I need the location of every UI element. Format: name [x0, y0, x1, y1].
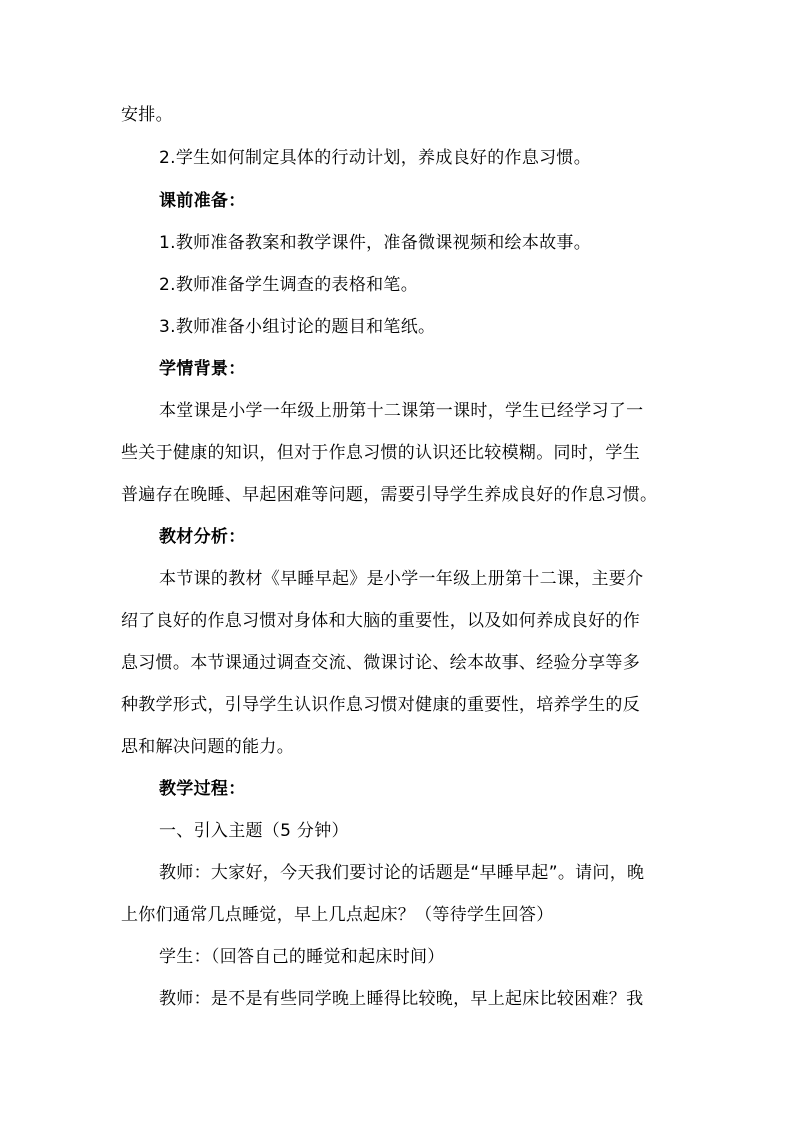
text-line: 教师：是不是有些同学晚上睡得比较晚，早上起床比较困难？我	[159, 989, 644, 1009]
text-line: 学生：（回答自己的睡觉和起床时间）	[159, 947, 445, 967]
section-heading: 教材分析：	[159, 527, 246, 547]
text-line: 本节课的教材《早睡早起》是小学一年级上册第十二课，主要介	[159, 569, 644, 589]
section-heading: 教学过程：	[159, 779, 246, 799]
text-line: 普遍存在晚睡、早起困难等问题，需要引导学生养成良好的作息习惯。	[121, 485, 658, 505]
text-line: 2.学生如何制定具体的行动计划，养成良好的作息习惯。	[159, 148, 592, 168]
text-line: 1.教师准备教案和教学课件，准备微课视频和绘本故事。	[159, 233, 592, 253]
text-line: 绍了良好的作息习惯对身体和大脑的重要性，以及如何养成良好的作	[121, 611, 640, 631]
text-line: 种教学形式，引导学生认识作息习惯对健康的重要性，培养学生的反	[121, 695, 640, 715]
text-line: 息习惯。本节课通过调查交流、微课讨论、绘本故事、经验分享等多	[121, 653, 640, 673]
text-line: 安排。	[121, 105, 173, 125]
text-line: 3.教师准备小组讨论的题目和笔纸。	[159, 317, 436, 337]
section-heading: 学情背景：	[159, 359, 246, 379]
text-line: 一、引入主题（5 分钟）	[159, 821, 349, 841]
text-line: 些关于健康的知识，但对于作息习惯的认识还比较模糊。同时，学生	[121, 443, 640, 463]
text-line: 上你们通常几点睡觉，早上几点起床？（等待学生回答）	[121, 905, 554, 925]
text-line: 本堂课是小学一年级上册第十二课第一课时，学生已经学习了一	[159, 401, 644, 421]
text-line: 2.教师准备学生调查的表格和笔。	[159, 275, 419, 295]
section-heading: 课前准备：	[159, 191, 246, 211]
text-line: 教师：大家好，今天我们要讨论的话题是“早睡早起”。请问，晚	[159, 863, 645, 883]
text-line: 思和解决问题的能力。	[121, 737, 294, 757]
